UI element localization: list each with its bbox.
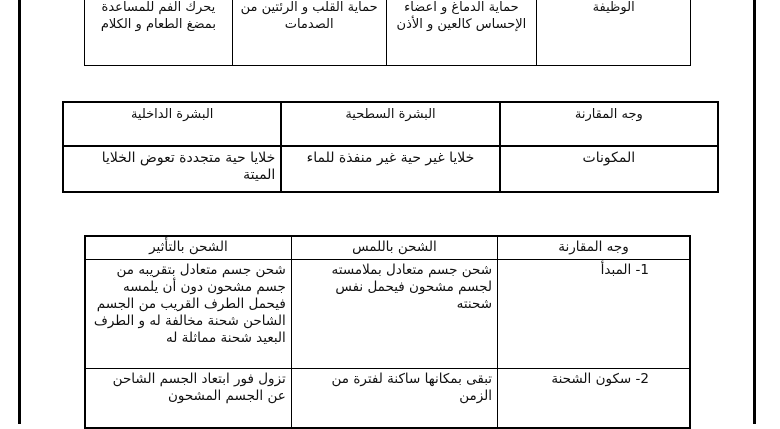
charging-comparison-table bbox=[84, 235, 691, 429]
induction-stability-cell: تزول فور ابتعاد الجسم الشاحن عن الجسم المشحون bbox=[85, 368, 291, 428]
function-table bbox=[84, 0, 691, 66]
function-label-cell: الوظيفة bbox=[537, 0, 691, 66]
charging-aspect-header: وجه المقارنة bbox=[498, 236, 690, 259]
skin-comparison-table bbox=[62, 101, 719, 193]
epidermis-components-cell: خلايا غير حية غير منفذة للماء bbox=[281, 146, 499, 192]
epidermis-header: البشرة السطحية bbox=[281, 102, 499, 146]
dermis-header: البشرة الداخلية bbox=[63, 102, 281, 146]
touch-principle-cell: شحن جسم متعادل بملامسته لجسم مشحون فيحمل نفس شحنته bbox=[291, 259, 497, 368]
jaw-function-cell: يحرك الفم للمساعدة بمضغ الطعام و الكلام bbox=[85, 0, 233, 66]
induction-charging-header: الشحن بالتأثير bbox=[85, 236, 291, 259]
comparison-aspect-header: وجه المقارنة bbox=[500, 102, 718, 146]
touch-charging-header: الشحن باللمس bbox=[291, 236, 497, 259]
charge-stability-label-cell: 2- سكون الشحنة bbox=[498, 368, 690, 428]
principle-label-cell: 1- المبدأ bbox=[498, 259, 690, 368]
components-label-cell: المكونات bbox=[500, 146, 718, 192]
dermis-components-cell: خلايا حية متجددة تعوض الخلايا الميتة bbox=[63, 146, 281, 192]
induction-principle-cell: شحن جسم متعادل بتقريبه من جسم مشحون دون أن يلمسه فيحمل الطرف القريب من الجسم الشاحن شحنة مخالفة له و الطرف البعيد شحنة مماثلة له bbox=[85, 259, 291, 368]
ribs-function-cell: حماية القلب و الرئتين من الصدمات bbox=[232, 0, 386, 66]
skull-function-cell: حماية الدماغ و اعضاء الإحساس كالعين و الأذن bbox=[386, 0, 537, 66]
touch-stability-cell: تبقى بمكانها ساكنة لفترة من الزمن bbox=[291, 368, 497, 428]
